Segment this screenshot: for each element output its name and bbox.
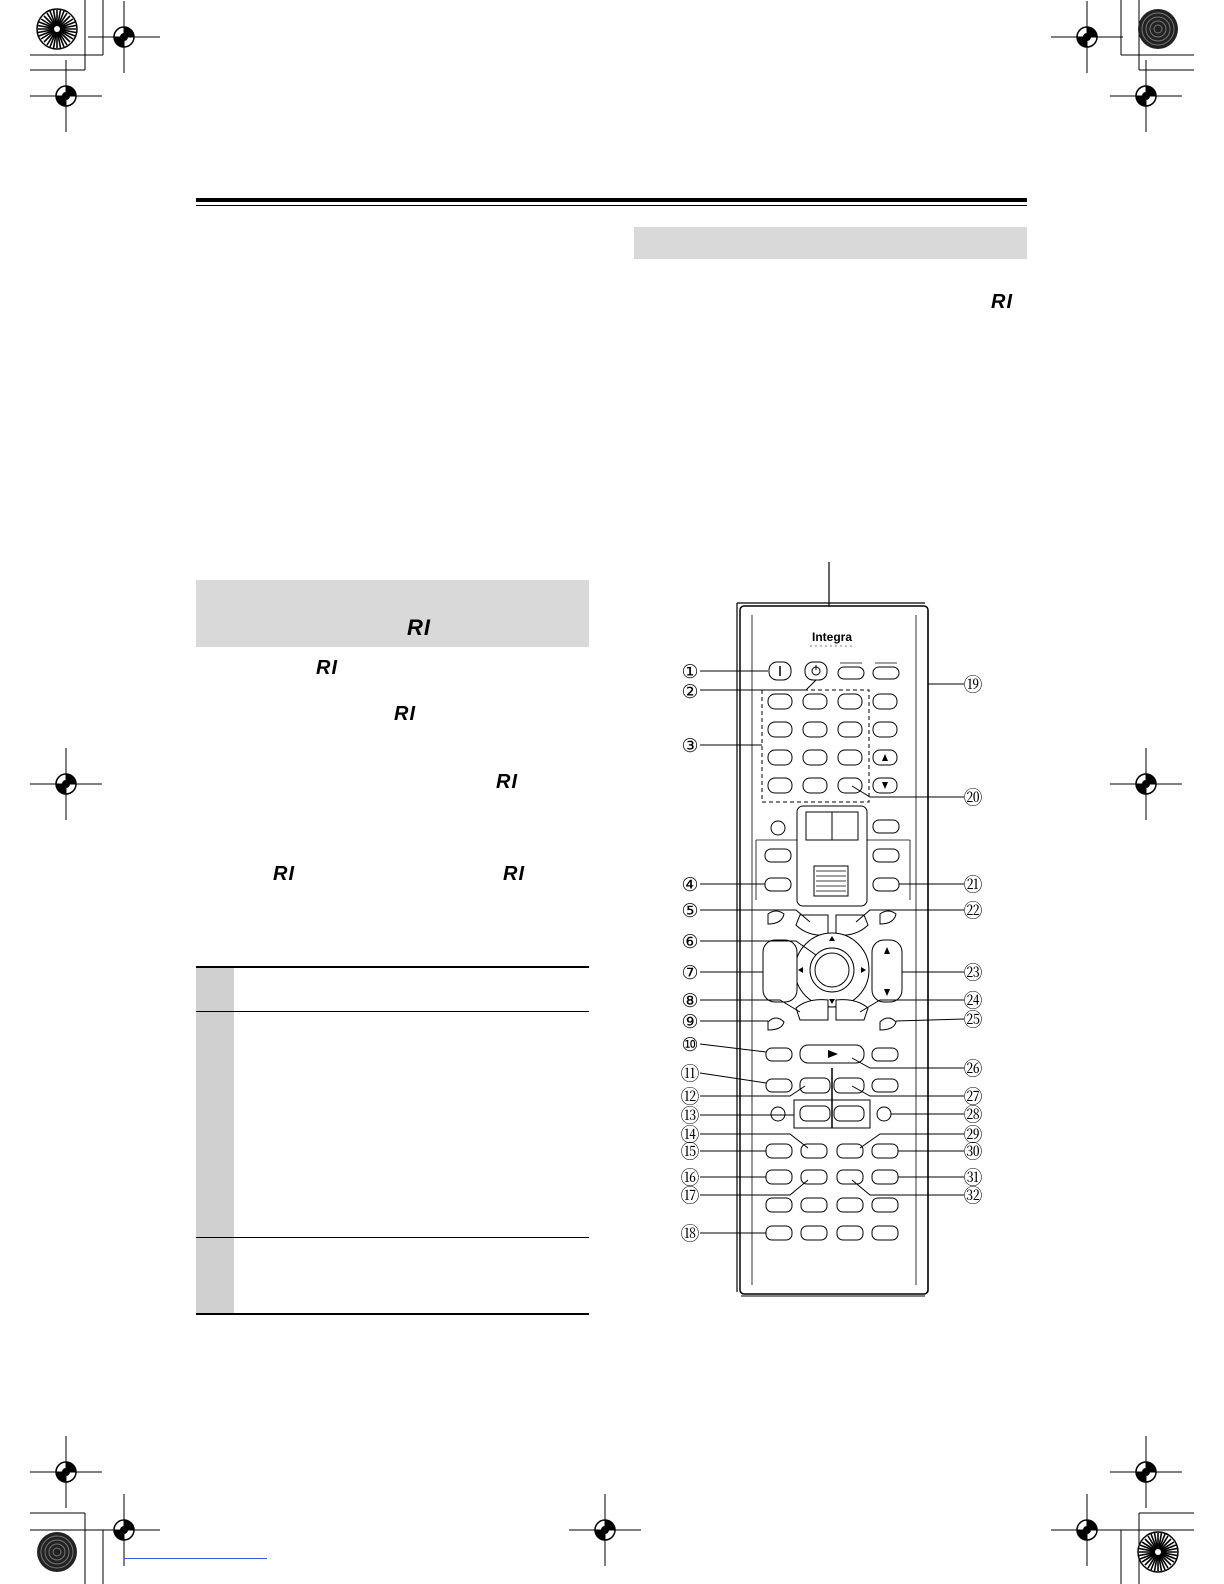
remote-brand: Integra xyxy=(811,630,853,644)
callout-7: ⑦ xyxy=(681,962,699,984)
ri-logo: RI xyxy=(496,771,518,793)
callout-17: ⑰ xyxy=(680,1185,700,1207)
callout-25: ㉕ xyxy=(963,1009,983,1031)
callout-8: ⑧ xyxy=(681,990,699,1012)
callout-21: ㉑ xyxy=(963,874,983,896)
callout-26: ㉖ xyxy=(963,1058,983,1080)
callout-19: ⑲ xyxy=(963,674,983,696)
callout-24: ㉔ xyxy=(963,990,983,1012)
callout-29: ㉙ xyxy=(963,1124,983,1146)
callout-3: ③ xyxy=(681,735,699,757)
callout-32: ㉜ xyxy=(963,1185,983,1207)
callout-27: ㉗ xyxy=(963,1086,983,1108)
callout-30: ㉚ xyxy=(963,1141,983,1163)
callout-13: ⑬ xyxy=(680,1105,700,1127)
ri-logo: RI xyxy=(316,657,338,679)
ri-logo: RI xyxy=(407,615,431,640)
callout-31: ㉛ xyxy=(963,1167,983,1189)
ri-logo: RI xyxy=(394,703,416,725)
callout-5: ⑤ xyxy=(681,900,699,922)
callout-6: ⑥ xyxy=(681,931,699,953)
callout-2: ② xyxy=(681,681,699,703)
callout-23: ㉓ xyxy=(963,962,983,984)
callout-14: ⑭ xyxy=(680,1124,700,1146)
callout-16: ⑯ xyxy=(680,1167,700,1189)
callout-4: ④ xyxy=(681,874,699,896)
callout-9: ⑨ xyxy=(681,1011,699,1033)
ri-logo: RI xyxy=(991,291,1013,313)
callout-28: ㉘ xyxy=(963,1104,983,1126)
callout-22: ㉒ xyxy=(963,900,983,922)
ri-logo: RI xyxy=(273,863,295,885)
link-underline xyxy=(124,1558,267,1559)
callout-1: ① xyxy=(681,661,699,683)
callout-15: ⑮ xyxy=(680,1141,700,1163)
ri-logo: RI xyxy=(503,863,525,885)
callout-18: ⑱ xyxy=(680,1223,700,1245)
callout-20: ⑳ xyxy=(963,787,983,809)
callout-11: ⑪ xyxy=(680,1063,700,1085)
callout-12: ⑫ xyxy=(680,1086,700,1108)
callout-10: ⑩ xyxy=(681,1034,699,1056)
